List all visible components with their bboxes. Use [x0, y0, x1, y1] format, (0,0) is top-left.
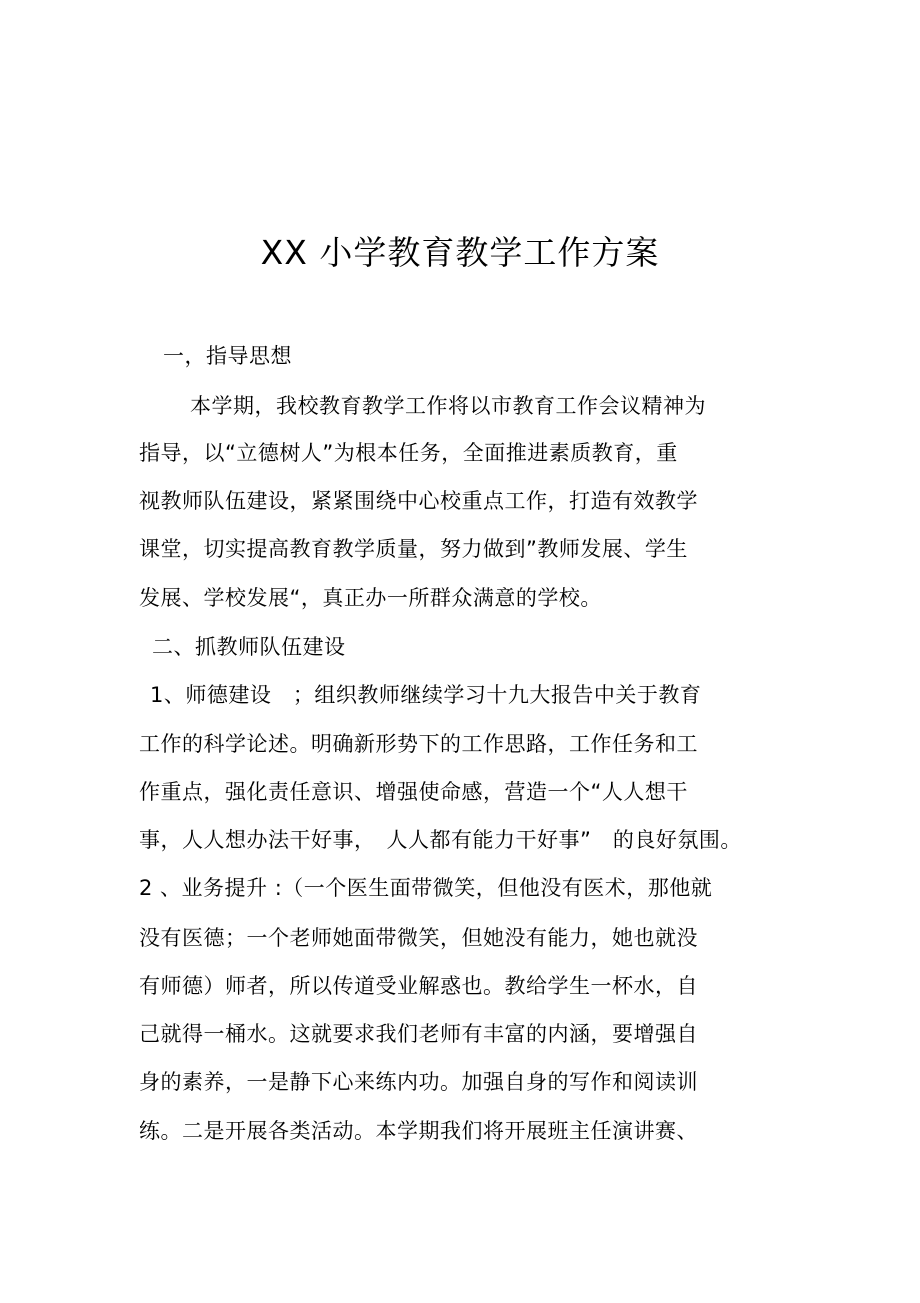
paragraph-line: 有师德）师者，所以传道受业解惑也。教给学生一杯水，自 [139, 974, 698, 998]
paragraph-line: 工作的科学论述。明确新形势下的工作思路，工作任务和工 [139, 732, 698, 756]
paragraph-line: 己就得一桶水。这就要求我们老师有丰富的内涵，要增强自 [139, 1022, 698, 1046]
paragraph-line: 发展、学校发展“，真正办一所群众满意的学校。 [139, 586, 602, 610]
section-heading-teacher-team: 二、抓教师队伍建设 [152, 635, 346, 659]
document-title: XX 小学教育教学工作方案 [260, 233, 660, 272]
paragraph-line: 2 、业务提升 :（一个医生面带微笑，但他没有医术，那他就 [139, 876, 713, 900]
paragraph-line: 指导，以“立德树人”为根本任务，全面推进素质教育，重 [139, 441, 678, 465]
paragraph-line: 身的素养，一是静下心来练内功。加强自身的写作和阅读训 [139, 1070, 698, 1094]
paragraph-line: 本学期，我校教育教学工作将以市教育工作会议精神为 [190, 394, 706, 418]
paragraph-line: 没有医德；一个老师她面带微笑，但她没有能力，她也就没 [139, 926, 698, 950]
paragraph-line: 1、师德建设 ；组织教师继续学习十九大报告中关于教育 [150, 683, 702, 707]
paragraph-line: 事，人人想办法干好事， 人人都有能力干好事” 的良好氛围。 [139, 828, 742, 852]
paragraph-line: 作重点，强化责任意识、增强使命感，营造一个“人人想干 [139, 780, 688, 804]
paragraph-line: 练。二是开展各类活动。本学期我们将开展班主任演讲赛、 [139, 1119, 698, 1143]
section-heading-guiding-ideology: 一，指导思想 [163, 344, 292, 368]
paragraph-line: 视教师队伍建设，紧紧围绕中心校重点工作，打造有效教学 [139, 489, 698, 513]
paragraph-line: 课堂，切实提高教育教学质量，努力做到”教师发展、学生 [139, 537, 688, 561]
